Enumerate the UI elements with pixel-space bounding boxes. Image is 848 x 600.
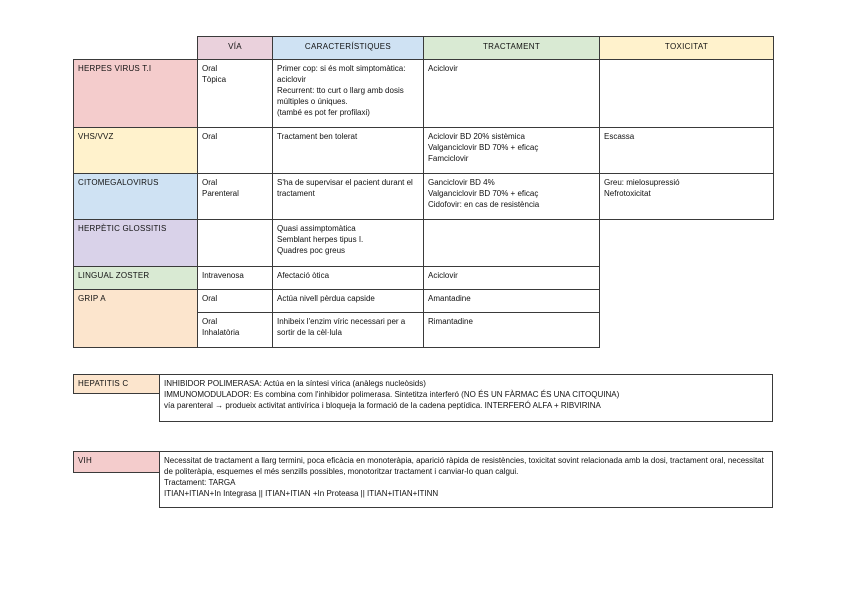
row-zoster-tract: Aciclovir <box>423 266 600 290</box>
row-label-vhs: VHS/VVZ <box>73 127 198 174</box>
hepatitis-label: HEPATITIS C <box>73 374 160 394</box>
row-vhs-caract: Tractament ben tolerat <box>272 127 424 174</box>
row-grip-tract-2: Rimantadine <box>423 312 600 348</box>
row-herpes-tract: Aciclovir <box>423 59 600 128</box>
row-glossitis-caract: Quasi assimptomàtica Semblant herpes tipus I. Quadres poc greus <box>272 219 424 267</box>
row-label-grip: GRIP A <box>73 289 198 348</box>
row-label-glossitis: HERPÈTIC GLOSSITIS <box>73 219 198 267</box>
row-cmv-caract: S'ha de supervisar el pacient durant el tractament <box>272 173 424 220</box>
row-label-herpes: HERPES VIRUS T.I <box>73 59 198 128</box>
row-glossitis-via <box>197 219 273 267</box>
header-via: VÍA <box>197 36 273 60</box>
row-herpes-caract: Primer cop: si és molt simptomàtica: aciclovir Recurrent: tto curt o llarg amb dosis múltiples o úniques. (també es pot fer profilaxi) <box>272 59 424 128</box>
row-cmv-via: Oral Parenteral <box>197 173 273 220</box>
row-cmv-tox: Greu: mielosupressió Nefrotoxicitat <box>599 173 774 220</box>
header-toxicitat: TOXICITAT <box>599 36 774 60</box>
header-tractament: TRACTAMENT <box>423 36 600 60</box>
hepatitis-text: INHIBIDOR POLIMERASA: Actúa en la síntesi vírica (anàlegs nucleòsids) IMMUNOMODULADOR: Es combina com l'inhibidor polimerasa. Sintetitza interferó (NO ÉS UN FÀRMAC ÉS UNA CITOQUINA) vía parenteral → produeix activitat antivírica i bloqueja la formació de la cadena peptídica. INTERFERÓ ALFA + RIBVIRINA <box>159 374 773 422</box>
row-cmv-tract: Ganciclovir BD 4% Valganciclovir BD 70% + eficaç Cidofovir: en cas de resistència <box>423 173 600 220</box>
row-label-zoster: LINGUAL ZOSTER <box>73 266 198 290</box>
row-vhs-via: Oral <box>197 127 273 174</box>
row-grip-via-1: Oral <box>197 289 273 313</box>
row-herpes-tox <box>599 59 774 128</box>
row-vhs-tract: Aciclovir BD 20% sistèmica Valganciclovir BD 70% + eficaç Famciclovir <box>423 127 600 174</box>
row-grip-tract-1: Amantadine <box>423 289 600 313</box>
row-herpes-via: Oral Tòpica <box>197 59 273 128</box>
row-label-citomegalovirus: CITOMEGALOVIRUS <box>73 173 198 220</box>
row-vhs-tox: Escassa <box>599 127 774 174</box>
vih-label: VIH <box>73 451 160 473</box>
row-zoster-via: Intravenosa <box>197 266 273 290</box>
row-grip-caract-2: Inhibeix l'enzim víric necessari per a sortir de la cèl·lula <box>272 312 424 348</box>
row-grip-via-2: Oral Inhalatòria <box>197 312 273 348</box>
header-caracteristiques: CARACTERÍSTIQUES <box>272 36 424 60</box>
row-grip-caract-1: Actúa nivell pèrdua capside <box>272 289 424 313</box>
row-glossitis-tract <box>423 219 600 267</box>
vih-text: Necessitat de tractament a llarg termini, poca eficàcia en monoteràpia, aparició ràpida de resistències, toxicitat sovint relacionada amb la dosi, tractament oral, necessitat de politeràpia, esquemes el més senzills possibles, monotoritzar tractament i canviar-lo quan calgui. Tractament: TARGA ITIAN+ITIAN+In Integrasa || ITIAN+ITIAN +In Proteasa || ITIAN+ITIAN+ITINN <box>159 451 773 508</box>
row-zoster-caract: Afectació òtica <box>272 266 424 290</box>
